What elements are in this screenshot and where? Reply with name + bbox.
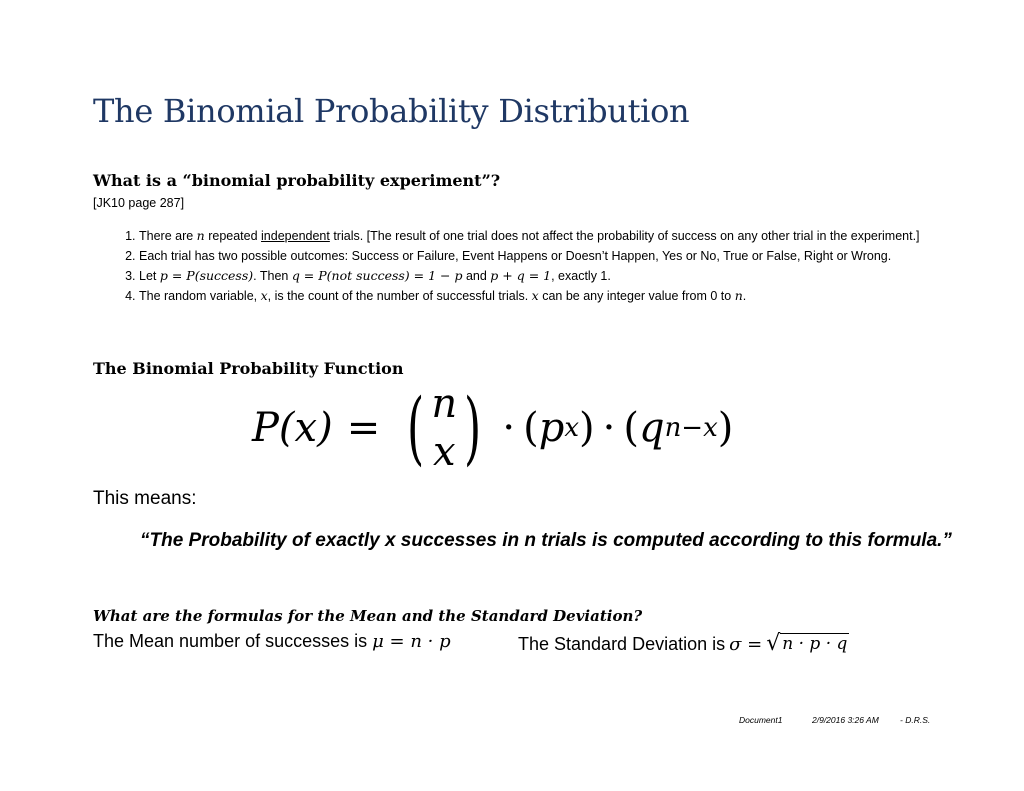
footer-date: 2/9/2016 3:26 AM — [812, 715, 879, 725]
mean-statement: The Mean number of successes is μ = n · p — [93, 631, 451, 652]
formula-interpretation: “The Probability of exactly x successes in n trials is computed according to this formula.” — [140, 530, 952, 551]
radical-sign-icon: √ — [766, 631, 781, 656]
binomial-formula: P(x) = ( n x ) · ( p x ) · ( q n−x ) — [252, 381, 734, 475]
std-radicand: n · p · q — [782, 634, 848, 654]
footer-document-name: Document1 — [739, 715, 783, 725]
means-label: This means: — [93, 488, 197, 509]
std-statement: The Standard Deviation is σ = √ n · p · q — [518, 631, 848, 656]
binomial-coefficient: ( n x ) — [407, 381, 482, 475]
section-heading-function: The Binomial Probability Function — [93, 359, 404, 378]
formula-q-exponent: n−x — [664, 413, 718, 443]
list-item: 3. Let p = P(success). Then q = P(not success) = 1 − p and p + q = 1, exactly 1. — [139, 266, 949, 286]
formula-p: p — [538, 405, 565, 451]
experiment-conditions-list — [112, 226, 949, 306]
mean-formula: μ = n · p — [372, 631, 451, 652]
footer-author: - D.R.S. — [900, 715, 931, 725]
binomial-top: n — [431, 381, 458, 427]
list-item: 1. There are n repeated independent trials. [The result of one trial does not affect the probability of success on any other trial in the experiment.] — [139, 226, 949, 246]
section-heading-experiment: What is a “binomial probability experiment”? — [93, 171, 501, 190]
list-item: 4. The random variable, x, is the count of the number of successful trials. x can be any integer value from 0 to n. — [139, 286, 949, 306]
formula-equals: = — [346, 405, 381, 451]
binomial-bottom: x — [433, 429, 456, 475]
dot-operator: · — [602, 405, 616, 451]
dot-operator: · — [502, 405, 516, 451]
formula-lhs: P(x) — [252, 405, 333, 451]
std-lhs: σ = — [729, 633, 763, 655]
formula-p-exponent: x — [564, 413, 580, 443]
page-title: The Binomial Probability Distribution — [93, 92, 690, 130]
reference-note: [JK10 page 287] — [93, 196, 185, 210]
square-root — [766, 633, 849, 655]
list-item: 2. Each trial has two possible outcomes: Success or Failure, Event Happens or Doesn’t Happen, Yes or No, True or False, Right or Wrong. — [139, 246, 949, 266]
section-heading-mean-std: What are the formulas for the Mean and the Standard Deviation? — [93, 607, 643, 625]
formula-q: q — [638, 405, 665, 451]
